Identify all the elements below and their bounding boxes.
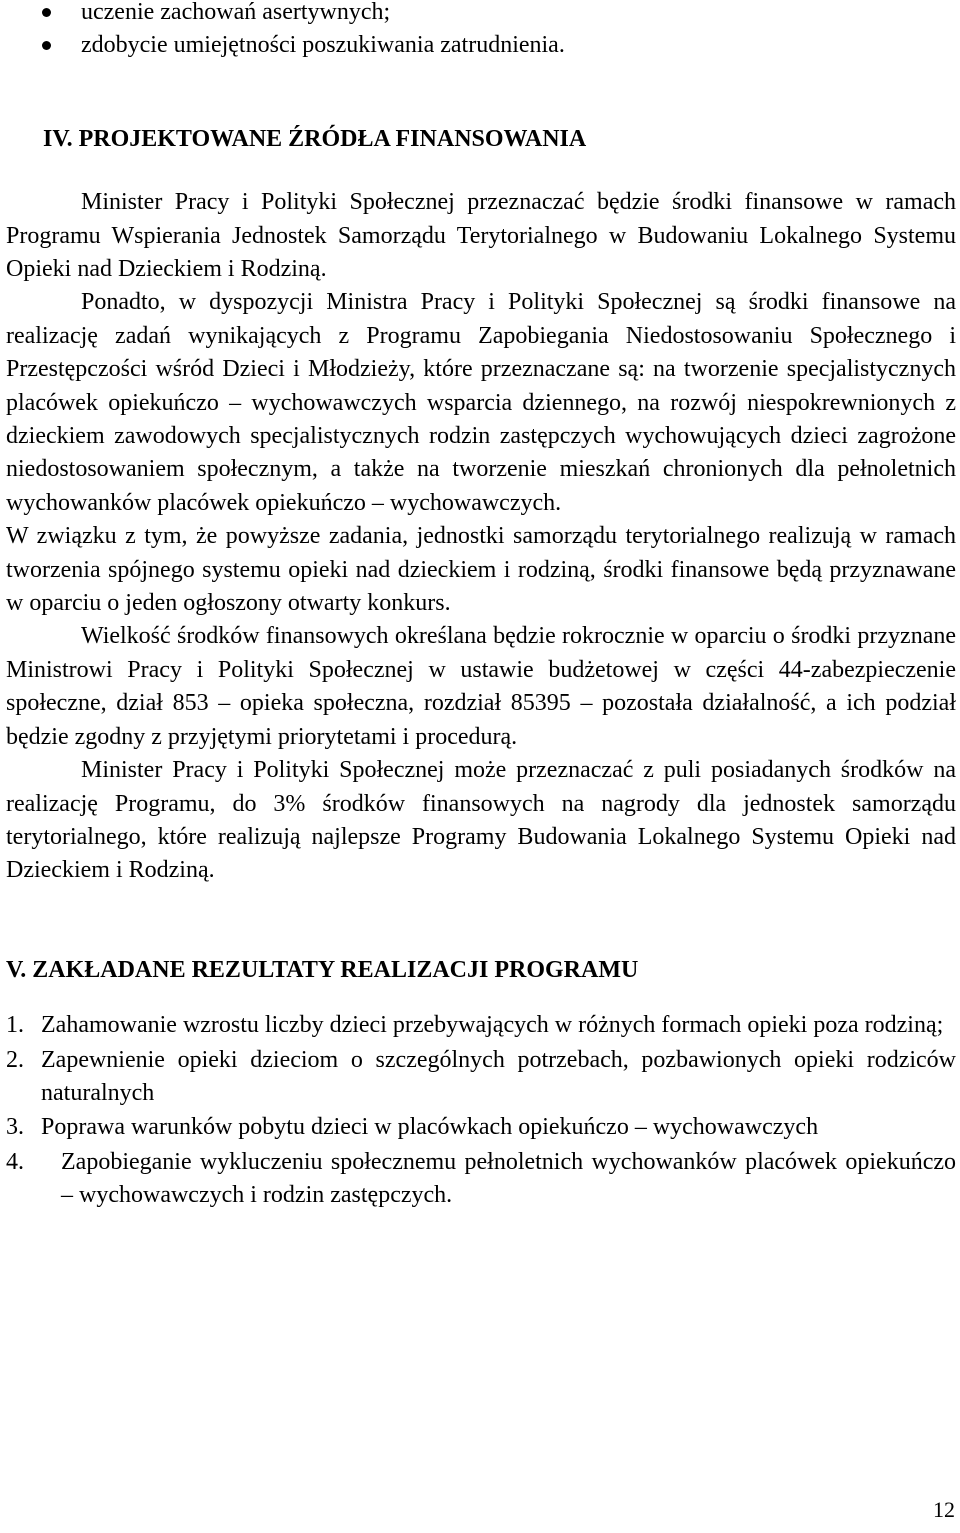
list-item-text: Zapewnienie opieki dzieciom o szczególnych potrzebach, pozbawionych opieki rodziców naturalnych <box>41 1046 956 1106</box>
document-page <box>6 0 956 1214</box>
list-item-number: 1. <box>6 1012 24 1039</box>
results-list <box>6 1009 956 1212</box>
results-list-item <box>6 1009 956 1042</box>
section-heading-financing <box>6 123 956 156</box>
bullet-item <box>6 0 956 29</box>
list-item-number: 4. <box>6 1148 24 1175</box>
bullet-item-text: uczenie zachowań asertywnych; <box>81 0 391 25</box>
list-item-text: Zahamowanie wzrostu liczby dzieci przebywających w różnych formach opieki poza rodziną; <box>41 1012 944 1039</box>
results-list-item <box>6 1146 956 1213</box>
bullet-list <box>6 0 956 63</box>
results-list-item <box>6 1044 956 1111</box>
section-title: PROJEKTOWANE ŹRÓDŁA FINANSOWANIA <box>78 125 587 152</box>
section-number: IV. <box>43 125 73 152</box>
paragraph: W związku z tym, że powyższe zadania, jednostki samorządu terytorialnego realizują w ramach tworzenia spójnego systemu opieki nad dzieckiem i rodziną, środki finansowe będą przyznawane w oparciu o jeden ogłoszony otwarty konkurs. <box>6 523 956 617</box>
list-item-text: Poprawa warunków pobytu dzieci w placówkach opiekuńczo – wychowawczych <box>41 1114 819 1141</box>
page-number: 12 <box>933 1497 955 1522</box>
list-item-text: Zapobieganie wykluczeniu społecznemu pełnoletnich wychowanków placówek opiekuńczo – wychowawczych i rodzin zastępczych. <box>61 1148 956 1209</box>
bullet-icon <box>42 8 51 17</box>
paragraph: Minister Pracy i Polityki Społecznej może przeznaczać z puli posiadanych środków na realizację Programu, do 3% środków finansowych na nagrody dla jednostek samorządu terytorialnego, które realizują najlepsze Programy Budowania Lokalnego Systemu Opieki nad Dzieckiem i Rodziną. <box>6 757 956 884</box>
section-heading-results: V. ZAKŁADANE REZULTATY REALIZACJI PROGRAMU <box>6 956 639 983</box>
paragraph: Wielkość środków finansowych określana będzie rokrocznie w oparciu o środki przyznane Ministrowi Pracy i Polityki Społecznej w ustawie budżetowej w części 44-zabezpieczenie społeczne, dział 853 – opieka społeczna, rozdział 85395 – pozostała działalność, a ich podział będzie zgodny z przyjętymi priorytetami i procedurą. <box>6 623 956 750</box>
bullet-icon <box>42 41 51 50</box>
results-list-item <box>6 1111 956 1144</box>
paragraph: Ponadto, w dyspozycji Ministra Pracy i Polityki Społecznej są środki finansowe na realizację zadań wynikających z Programu Zapobiegania Niedostosowaniu Społecznego i Przestępczości wśród Dzieci i Młodzieży, które przeznaczane są: na tworzenie specjalistycznych placówek opiekuńczo – wychowawczych wsparcia dziennego, na rozwój niespokrewnionych z dzieckiem zawodowych specjalistycznych rodzin zastępczych wychowujących dzieci zagrożone niedostosowaniem społecznym, a także na tworzenie mieszkań chronionych dla pełnoletnich wychowanków placówek opiekuńczo – wychowawczych. <box>6 289 956 516</box>
paragraph: Minister Pracy i Polityki Społecznej przeznaczać będzie środki finansowe w ramach Programu Wspierania Jednostek Samorządu Terytorialnego w Budowaniu Lokalnego Systemu Opieki nad Dzieckiem i Rodziną. <box>6 189 956 282</box>
list-item-number: 2. <box>6 1046 24 1073</box>
bullet-item <box>6 29 956 62</box>
bullet-item-text: zdobycie umiejętności poszukiwania zatrudnienia. <box>81 32 565 59</box>
list-item-number: 3. <box>6 1114 24 1141</box>
